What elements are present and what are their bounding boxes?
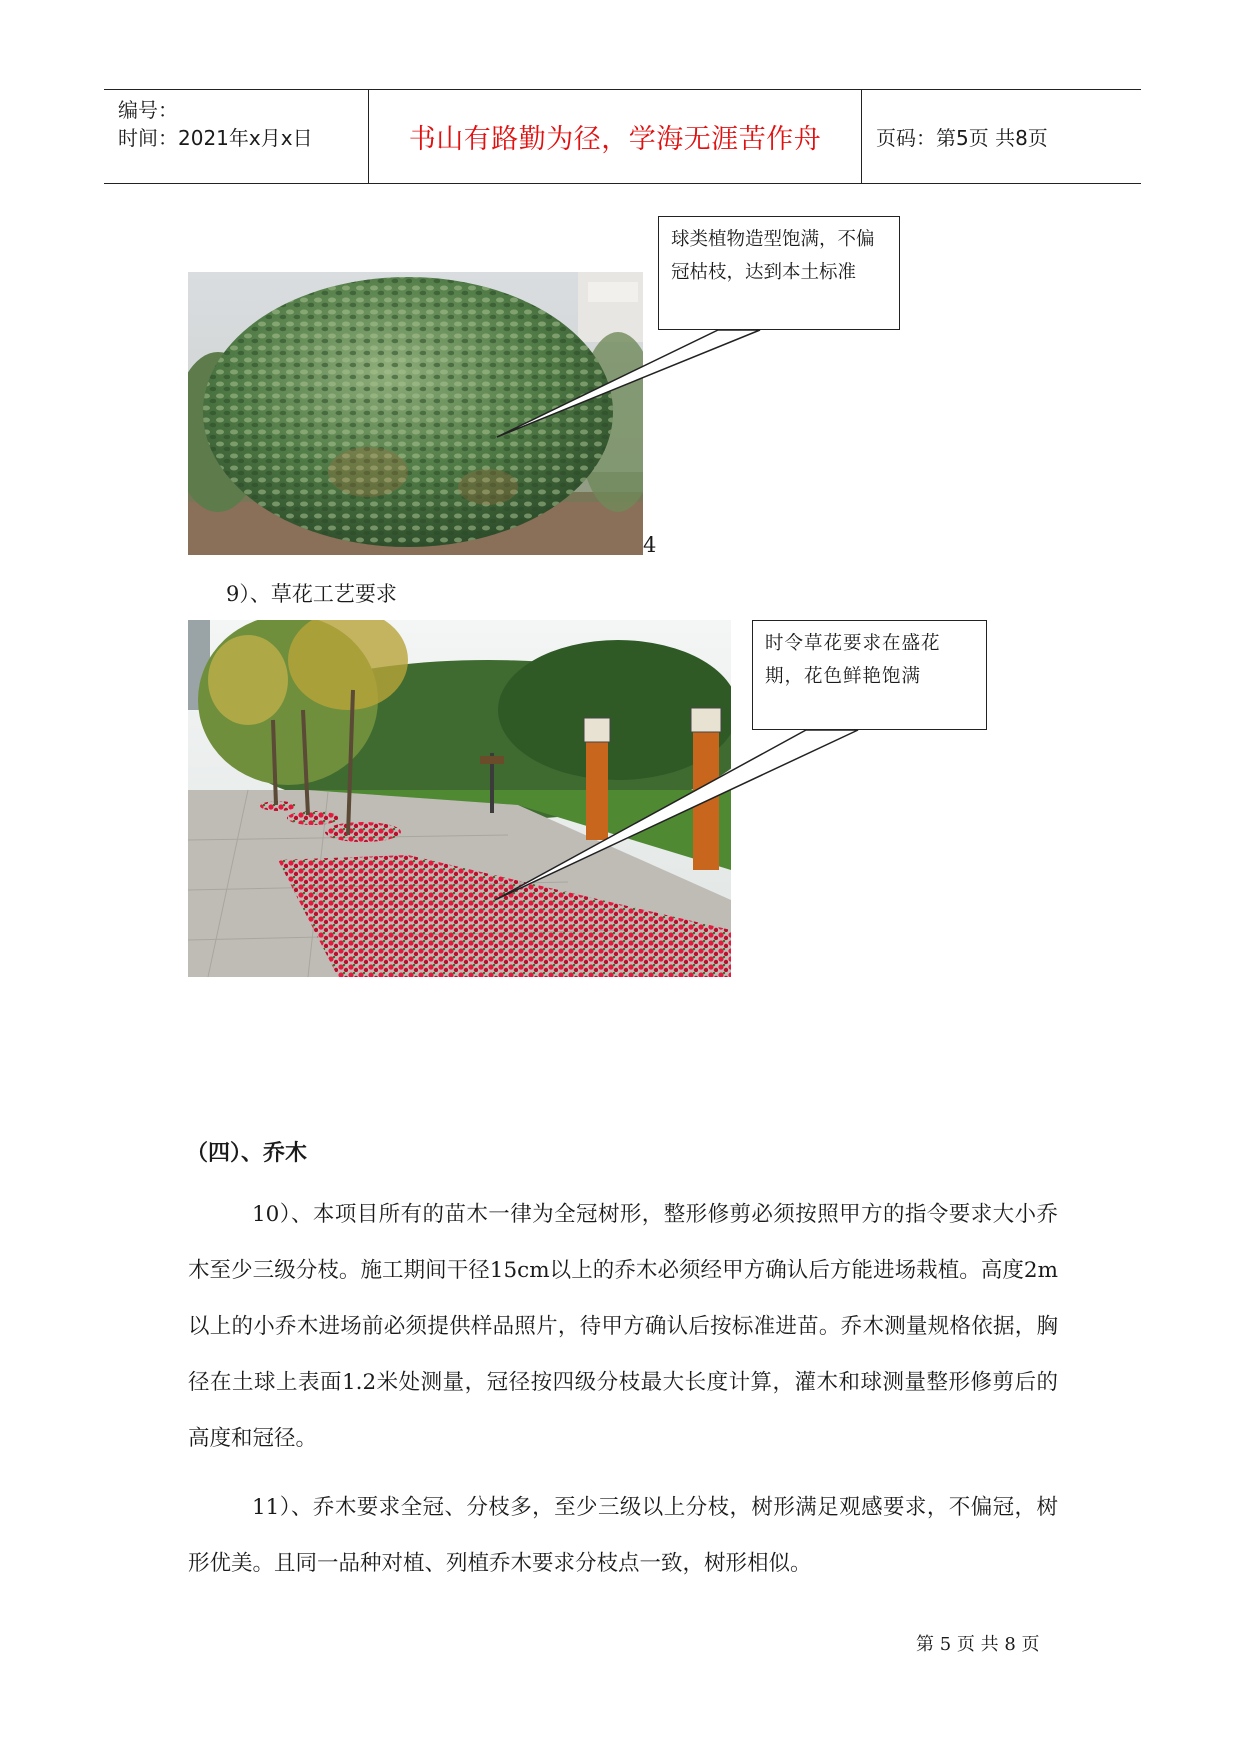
shrub-ball-callout: 球类植物造型饱满，不偏冠枯枝，达到本土标准 [658, 216, 900, 330]
shrub-ball-photo [188, 272, 643, 555]
page-header [104, 89, 1141, 184]
paragraph-10 [188, 1187, 1058, 1467]
header-motto: 书山有路勤为径，学海无涯苦作舟 [408, 124, 822, 155]
document-number-label: 编号： [118, 98, 178, 122]
flower-requirement-caption: 9）、草花工艺要求 [226, 582, 397, 606]
header-left-cell [104, 90, 368, 183]
document-date: 时间：2021年x月x日 [118, 126, 313, 150]
page-footer: 第 5 页 共 8 页 [916, 1634, 1040, 1655]
paragraph-10-text: 10）、本项目所有的苗木一律为全冠树形，整形修剪必须按照甲方的指令要求大小乔木至少三级分枝。施工期间干径15cm以上的乔木必须经甲方确认后方能进场栽植。高度2m以上的小乔木进场前必须提供样品照片，待甲方确认后按标准进苗。乔木测量规格依据，胸径在土球上表面1.2米处测量，冠径按四级分枝最大长度计算，灌木和球测量整形修剪后的高度和冠径。 [188, 1202, 1058, 1451]
flower-bed-photo [188, 620, 731, 977]
flower-bed-callout: 时令草花要求在盛花期，花色鲜艳饱满 [752, 620, 987, 730]
paragraph-11 [188, 1480, 1058, 1592]
figure-number: 4 [643, 533, 657, 557]
header-right-cell [862, 90, 1141, 183]
section-heading-trees: （四）、乔木 [186, 1141, 308, 1166]
header-center-cell [368, 90, 862, 183]
header-page-info: 页码：第5页 共8页 [876, 126, 1048, 150]
paragraph-11-text: 11）、乔木要求全冠、分枝多，至少三级以上分枝，树形满足观感要求，不偏冠，树形优美。且同一品种对植、列植乔木要求分枝点一致，树形相似。 [188, 1495, 1058, 1576]
